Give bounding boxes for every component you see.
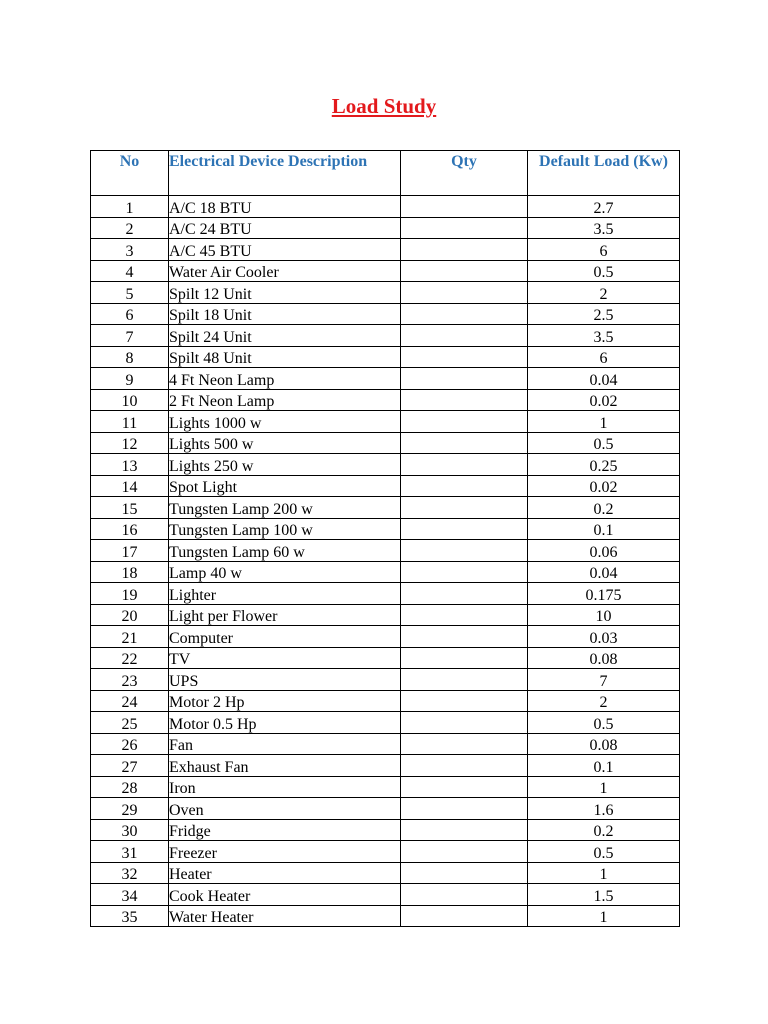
row-default-load: 0.2 (528, 497, 680, 519)
row-qty (401, 389, 528, 411)
table-row (91, 368, 680, 390)
row-default-load: 1 (528, 411, 680, 433)
row-default-load: 0.03 (528, 626, 680, 648)
row-number: 2 (91, 217, 169, 239)
row-qty (401, 411, 528, 433)
row-default-load: 0.1 (528, 518, 680, 540)
row-description: Spilt 48 Unit (169, 346, 401, 368)
row-description: Oven (169, 798, 401, 820)
header-qty: Qty (401, 151, 528, 196)
row-description: Water Air Cooler (169, 260, 401, 282)
row-description: Heater (169, 862, 401, 884)
row-description: Tungsten Lamp 200 w (169, 497, 401, 519)
row-qty (401, 260, 528, 282)
row-default-load: 1.5 (528, 884, 680, 906)
row-description: Cook Heater (169, 884, 401, 906)
row-number: 1 (91, 196, 169, 218)
table-row (91, 432, 680, 454)
table-row (91, 540, 680, 562)
row-number: 24 (91, 690, 169, 712)
row-qty (401, 303, 528, 325)
row-default-load: 3.5 (528, 325, 680, 347)
row-description: Tungsten Lamp 100 w (169, 518, 401, 540)
row-qty (401, 819, 528, 841)
row-description: 2 Ft Neon Lamp (169, 389, 401, 411)
table-row (91, 475, 680, 497)
table-row (91, 647, 680, 669)
load-study-table (90, 150, 680, 927)
row-qty (401, 518, 528, 540)
table-row (91, 282, 680, 304)
row-qty (401, 798, 528, 820)
row-default-load: 0.04 (528, 368, 680, 390)
row-description: Lighter (169, 583, 401, 605)
table-row (91, 239, 680, 261)
table-header-row (91, 151, 680, 196)
row-qty (401, 604, 528, 626)
row-description: Motor 2 Hp (169, 690, 401, 712)
row-default-load: 0.5 (528, 432, 680, 454)
table-row (91, 712, 680, 734)
table-row (91, 389, 680, 411)
row-default-load: 7 (528, 669, 680, 691)
table-row (91, 690, 680, 712)
row-number: 34 (91, 884, 169, 906)
row-qty (401, 454, 528, 476)
row-default-load: 0.175 (528, 583, 680, 605)
row-number: 35 (91, 905, 169, 927)
row-number: 27 (91, 755, 169, 777)
row-description: Motor 0.5 Hp (169, 712, 401, 734)
table-row (91, 454, 680, 476)
row-qty (401, 346, 528, 368)
row-description: Spilt 18 Unit (169, 303, 401, 325)
row-description: Fan (169, 733, 401, 755)
row-default-load: 10 (528, 604, 680, 626)
row-description: Iron (169, 776, 401, 798)
row-qty (401, 647, 528, 669)
row-qty (401, 583, 528, 605)
row-qty (401, 841, 528, 863)
row-number: 21 (91, 626, 169, 648)
table-row (91, 196, 680, 218)
row-qty (401, 196, 528, 218)
row-default-load: 1 (528, 776, 680, 798)
row-default-load: 0.1 (528, 755, 680, 777)
row-description: Tungsten Lamp 60 w (169, 540, 401, 562)
row-qty (401, 282, 528, 304)
row-description: Lights 500 w (169, 432, 401, 454)
row-default-load: 0.04 (528, 561, 680, 583)
row-default-load: 0.25 (528, 454, 680, 476)
row-default-load: 2 (528, 690, 680, 712)
row-default-load: 0.2 (528, 819, 680, 841)
row-default-load: 1 (528, 862, 680, 884)
row-number: 9 (91, 368, 169, 390)
row-qty (401, 239, 528, 261)
row-default-load: 0.08 (528, 733, 680, 755)
table-row (91, 819, 680, 841)
row-number: 15 (91, 497, 169, 519)
table-row (91, 260, 680, 282)
row-default-load: 0.06 (528, 540, 680, 562)
row-default-load: 3.5 (528, 217, 680, 239)
row-default-load: 2.5 (528, 303, 680, 325)
table-row (91, 217, 680, 239)
row-number: 20 (91, 604, 169, 626)
row-qty (401, 626, 528, 648)
row-description: A/C 45 BTU (169, 239, 401, 261)
table-row (91, 346, 680, 368)
row-number: 30 (91, 819, 169, 841)
row-description: Spilt 24 Unit (169, 325, 401, 347)
row-number: 8 (91, 346, 169, 368)
row-default-load: 0.5 (528, 712, 680, 734)
row-number: 25 (91, 712, 169, 734)
table-body (91, 196, 680, 927)
row-qty (401, 217, 528, 239)
row-default-load: 0.5 (528, 841, 680, 863)
row-description: Spot Light (169, 475, 401, 497)
header-description: Electrical Device Description (169, 151, 401, 196)
row-qty (401, 905, 528, 927)
row-default-load: 0.02 (528, 389, 680, 411)
row-default-load: 0.08 (528, 647, 680, 669)
row-qty (401, 884, 528, 906)
table-row (91, 776, 680, 798)
row-number: 26 (91, 733, 169, 755)
row-description: Light per Flower (169, 604, 401, 626)
row-default-load: 6 (528, 239, 680, 261)
table-row (91, 325, 680, 347)
row-description: Water Heater (169, 905, 401, 927)
row-default-load: 2.7 (528, 196, 680, 218)
row-description: Lights 250 w (169, 454, 401, 476)
row-number: 23 (91, 669, 169, 691)
row-description: A/C 24 BTU (169, 217, 401, 239)
table-row (91, 669, 680, 691)
table-row (91, 303, 680, 325)
table-row (91, 841, 680, 863)
header-default-load: Default Load (Kw) (528, 151, 680, 196)
row-number: 12 (91, 432, 169, 454)
table-row (91, 626, 680, 648)
table-row (91, 733, 680, 755)
table-row (91, 798, 680, 820)
row-description: Fridge (169, 819, 401, 841)
row-qty (401, 862, 528, 884)
row-default-load: 6 (528, 346, 680, 368)
row-description: Exhaust Fan (169, 755, 401, 777)
row-description: Computer (169, 626, 401, 648)
row-default-load: 1.6 (528, 798, 680, 820)
row-description: TV (169, 647, 401, 669)
table-row (91, 905, 680, 927)
row-qty (401, 733, 528, 755)
row-number: 32 (91, 862, 169, 884)
page-title: Load Study (331, 94, 437, 118)
table-row (91, 862, 680, 884)
row-qty (401, 540, 528, 562)
row-number: 17 (91, 540, 169, 562)
row-number: 3 (91, 239, 169, 261)
row-default-load: 0.5 (528, 260, 680, 282)
row-description: 4 Ft Neon Lamp (169, 368, 401, 390)
row-description: A/C 18 BTU (169, 196, 401, 218)
row-default-load: 0.02 (528, 475, 680, 497)
row-description: Spilt 12 Unit (169, 282, 401, 304)
row-number: 11 (91, 411, 169, 433)
table-row (91, 604, 680, 626)
row-number: 18 (91, 561, 169, 583)
row-qty (401, 776, 528, 798)
row-description: Freezer (169, 841, 401, 863)
table-row (91, 497, 680, 519)
row-qty (401, 755, 528, 777)
row-qty (401, 432, 528, 454)
row-number: 10 (91, 389, 169, 411)
row-description: Lamp 40 w (169, 561, 401, 583)
row-number: 14 (91, 475, 169, 497)
row-number: 22 (91, 647, 169, 669)
row-description: Lights 1000 w (169, 411, 401, 433)
row-qty (401, 669, 528, 691)
row-number: 28 (91, 776, 169, 798)
row-default-load: 2 (528, 282, 680, 304)
table-row (91, 884, 680, 906)
row-qty (401, 690, 528, 712)
row-qty (401, 561, 528, 583)
row-qty (401, 475, 528, 497)
row-qty (401, 497, 528, 519)
row-number: 7 (91, 325, 169, 347)
table-row (91, 561, 680, 583)
row-qty (401, 368, 528, 390)
row-number: 4 (91, 260, 169, 282)
header-no: No (91, 151, 169, 196)
row-qty (401, 712, 528, 734)
table-row (91, 411, 680, 433)
row-number: 16 (91, 518, 169, 540)
row-description: UPS (169, 669, 401, 691)
table-row (91, 518, 680, 540)
row-number: 6 (91, 303, 169, 325)
row-number: 5 (91, 282, 169, 304)
row-number: 13 (91, 454, 169, 476)
row-number: 19 (91, 583, 169, 605)
table-row (91, 755, 680, 777)
row-qty (401, 325, 528, 347)
row-number: 31 (91, 841, 169, 863)
row-number: 29 (91, 798, 169, 820)
table-row (91, 583, 680, 605)
row-default-load: 1 (528, 905, 680, 927)
